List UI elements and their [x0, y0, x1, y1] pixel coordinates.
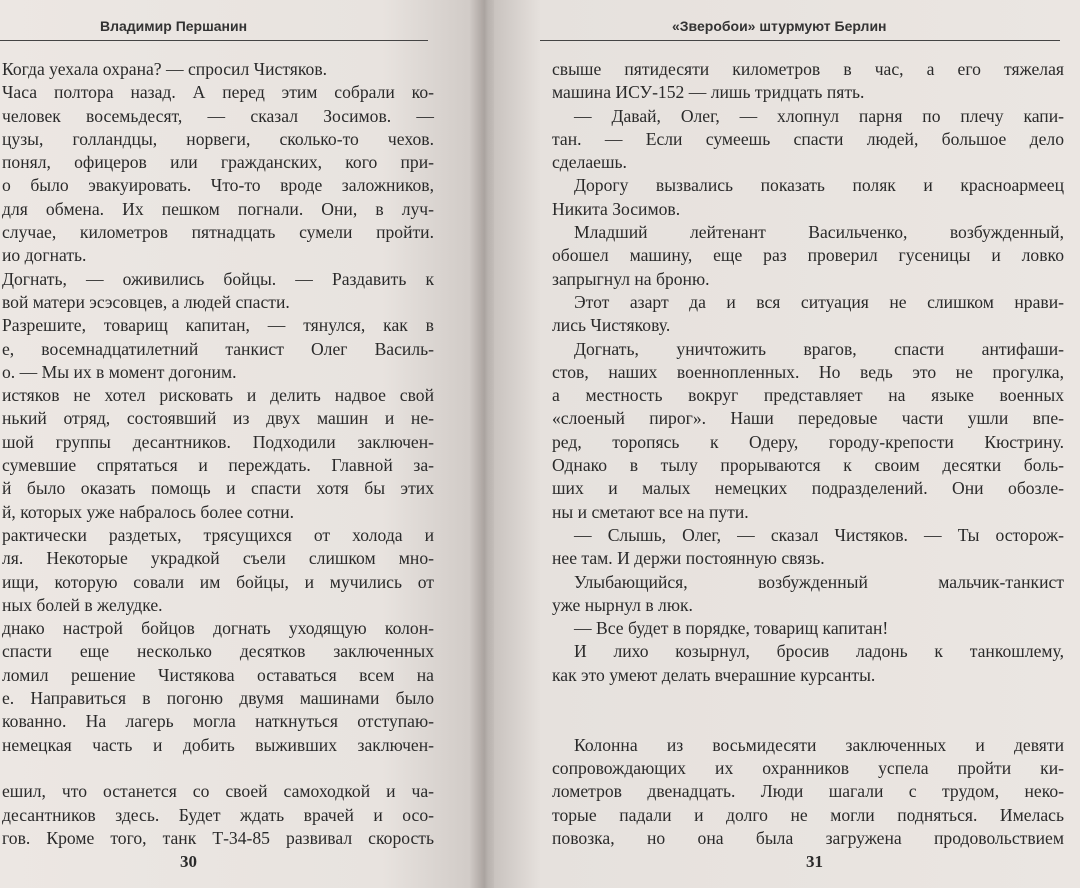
left-running-head: Владимир Першанин: [100, 18, 248, 34]
text-line: кованно. На лагерь могла наткнуться отступаю-: [2, 711, 434, 732]
right-page: [494, 0, 1080, 888]
text-line: Однако в тылу прорываются к своим десятки боль-: [552, 455, 1064, 476]
text-line: лись Чистякову.: [552, 315, 671, 336]
text-line: нький отряд, состоявший из двух машин и не-: [2, 408, 434, 429]
text-line: тан. — Если сумеешь спасти людей, большое дело: [552, 128, 1064, 149]
text-line: е, восемнадцатилетний танкист Олег Василь-: [2, 338, 434, 359]
text-line: [552, 687, 1064, 710]
text-line: Младший лейтенант Васильченко, возбужденный,: [574, 222, 1064, 243]
text-line: [2, 757, 434, 780]
text-line: ред, торопясь к Одеру, городу-крепости Кюстрину.: [552, 431, 1064, 452]
right-running-head: «Зверобои» штурмуют Берлин: [672, 18, 887, 34]
text-line: машина ИСУ-152 — лишь тридцать пять.: [552, 82, 865, 103]
text-line: как это умеют делать вчерашние курсанты.: [552, 664, 876, 685]
text-line: Часа полтора назад. А перед этим собрали ко-: [2, 82, 434, 103]
text-line: спасти еще несколько десятков заключенных: [2, 641, 434, 662]
text-line: для обмена. Их пешком погнали. Они, в луч-: [2, 198, 434, 219]
text-line: ших и малых немецких подразделений. Они обозле-: [552, 478, 1064, 499]
text-line: Колонна из восьмидесяти заключенных и девяти: [574, 734, 1064, 755]
text-line: вой матери эсэсовцев, а людей спасти.: [2, 291, 290, 312]
text-line: человек восемьдесят, — сказал Зосимов. —: [2, 105, 434, 126]
text-line: [552, 710, 1064, 733]
left-page: [0, 0, 478, 888]
text-line: ио догнать.: [2, 245, 87, 266]
text-line: а местность вокруг представляет на языке военных: [552, 385, 1064, 406]
text-line: И лихо козырнул, бросив ладонь к танкошлему,: [574, 641, 1064, 662]
text-line: истяков не хотел рисковать и делить надвое свой: [2, 385, 434, 406]
text-line: днако настрой бойцов догнать уходящую колон-: [2, 618, 434, 639]
text-line: ны и сметают все на пути.: [552, 501, 749, 522]
text-line: уже нырнул в люк.: [552, 594, 693, 615]
text-line: свыше пятидесяти километров в час, а его тяжелая: [552, 59, 1064, 79]
text-line: Улыбающийся, возбужденный мальчик-танкист: [574, 571, 1064, 592]
text-line: десантников здесь. Будет ждать врачей и осо-: [2, 804, 434, 825]
text-line: Никита Зосимов.: [552, 198, 681, 219]
text-line: ломил решение Чистякова оставаться всем на: [2, 664, 434, 685]
text-line: немецкая часть и добить выживших заключен-: [2, 734, 434, 755]
text-line: й, которых уже набралось более сотни.: [2, 501, 294, 522]
text-line: ля. Некоторые украдкой съели слишком мно-: [2, 548, 434, 569]
left-header-rule: [0, 40, 428, 41]
text-line: о было эвакуировать. Что-то вроде заложников,: [2, 175, 434, 196]
text-line: — Слышь, Олег, — сказал Чистяков. — Ты осторож-: [574, 524, 1064, 545]
text-line: «слоеный пирог». Наши передовые части ушли впе-: [552, 408, 1064, 429]
text-line: понял, офицеров или гражданских, кого при-: [2, 152, 434, 173]
text-line: е. Направиться в погоню двумя машинами было: [2, 688, 434, 709]
text-line: Дорогу вызвались показать поляк и красноармеец: [574, 175, 1064, 196]
text-line: й было оказать помощь и спасти хотя бы этих: [2, 478, 434, 499]
text-line: рактически раздетых, трясущихся от холода и: [2, 524, 434, 545]
text-line: сумевшие спрятаться и переждать. Главной за-: [2, 455, 434, 476]
left-page-text: [2, 58, 434, 850]
text-line: лометров двенадцать. Люди шагали с трудом, неко-: [552, 781, 1064, 802]
left-page-number: 30: [180, 852, 197, 871]
text-line: шой группы десантников. Подходили заключен-: [2, 431, 434, 452]
right-page-text: [552, 58, 1064, 850]
text-line: торые падали и долго не могли подняться. Имелась: [552, 804, 1064, 825]
text-line: Этот азарт да и вся ситуация не слишком нрави-: [574, 291, 1064, 312]
text-line: Догнать, — оживились бойцы. — Раздавить к: [2, 268, 434, 289]
text-line: Догнать, уничтожить врагов, спасти антифаши-: [574, 338, 1064, 359]
text-line: о. — Мы их в момент догоним.: [2, 361, 237, 382]
text-line: обошел машину, еще раз проверил гусеницы и ловко: [552, 245, 1064, 266]
text-line: нее там. И держи постоянную связь.: [552, 548, 825, 569]
text-line: Когда уехала охрана? — спросил Чистяков.: [2, 59, 328, 79]
text-line: ешил, что останется со своей самоходкой и ча-: [2, 781, 434, 802]
text-line: запрыгнул на броню.: [552, 268, 710, 289]
text-line: гов. Кроме того, танк Т-34-85 развивал скорость: [2, 827, 434, 848]
text-line: — Давай, Олег, — хлопнул парня по плечу капи-: [574, 105, 1064, 126]
text-line: Разрешите, товарищ капитан, — тянулся, как в: [2, 315, 434, 336]
text-line: сделаешь.: [552, 152, 627, 173]
text-line: цузы, голландцы, норвеги, сколько-то чехов.: [2, 128, 434, 149]
text-line: — Все будет в порядке, товарищ капитан!: [574, 618, 889, 639]
text-line: стов, наших военнопленных. Но ведь это не прогулка,: [552, 361, 1064, 382]
text-line: ных болей в желудке.: [2, 594, 163, 615]
text-line: ищи, которую совали им бойцы, и мучились от: [2, 571, 434, 592]
right-header-rule: [540, 40, 1060, 41]
text-line: повозка, но она была загружена продовольствием: [552, 827, 1064, 848]
text-line: случае, километров пятнадцать сумели пройти.: [2, 222, 434, 243]
right-page-number: 31: [806, 852, 823, 871]
text-line: сопровождающих их охранников успела пройти ки-: [552, 757, 1064, 778]
